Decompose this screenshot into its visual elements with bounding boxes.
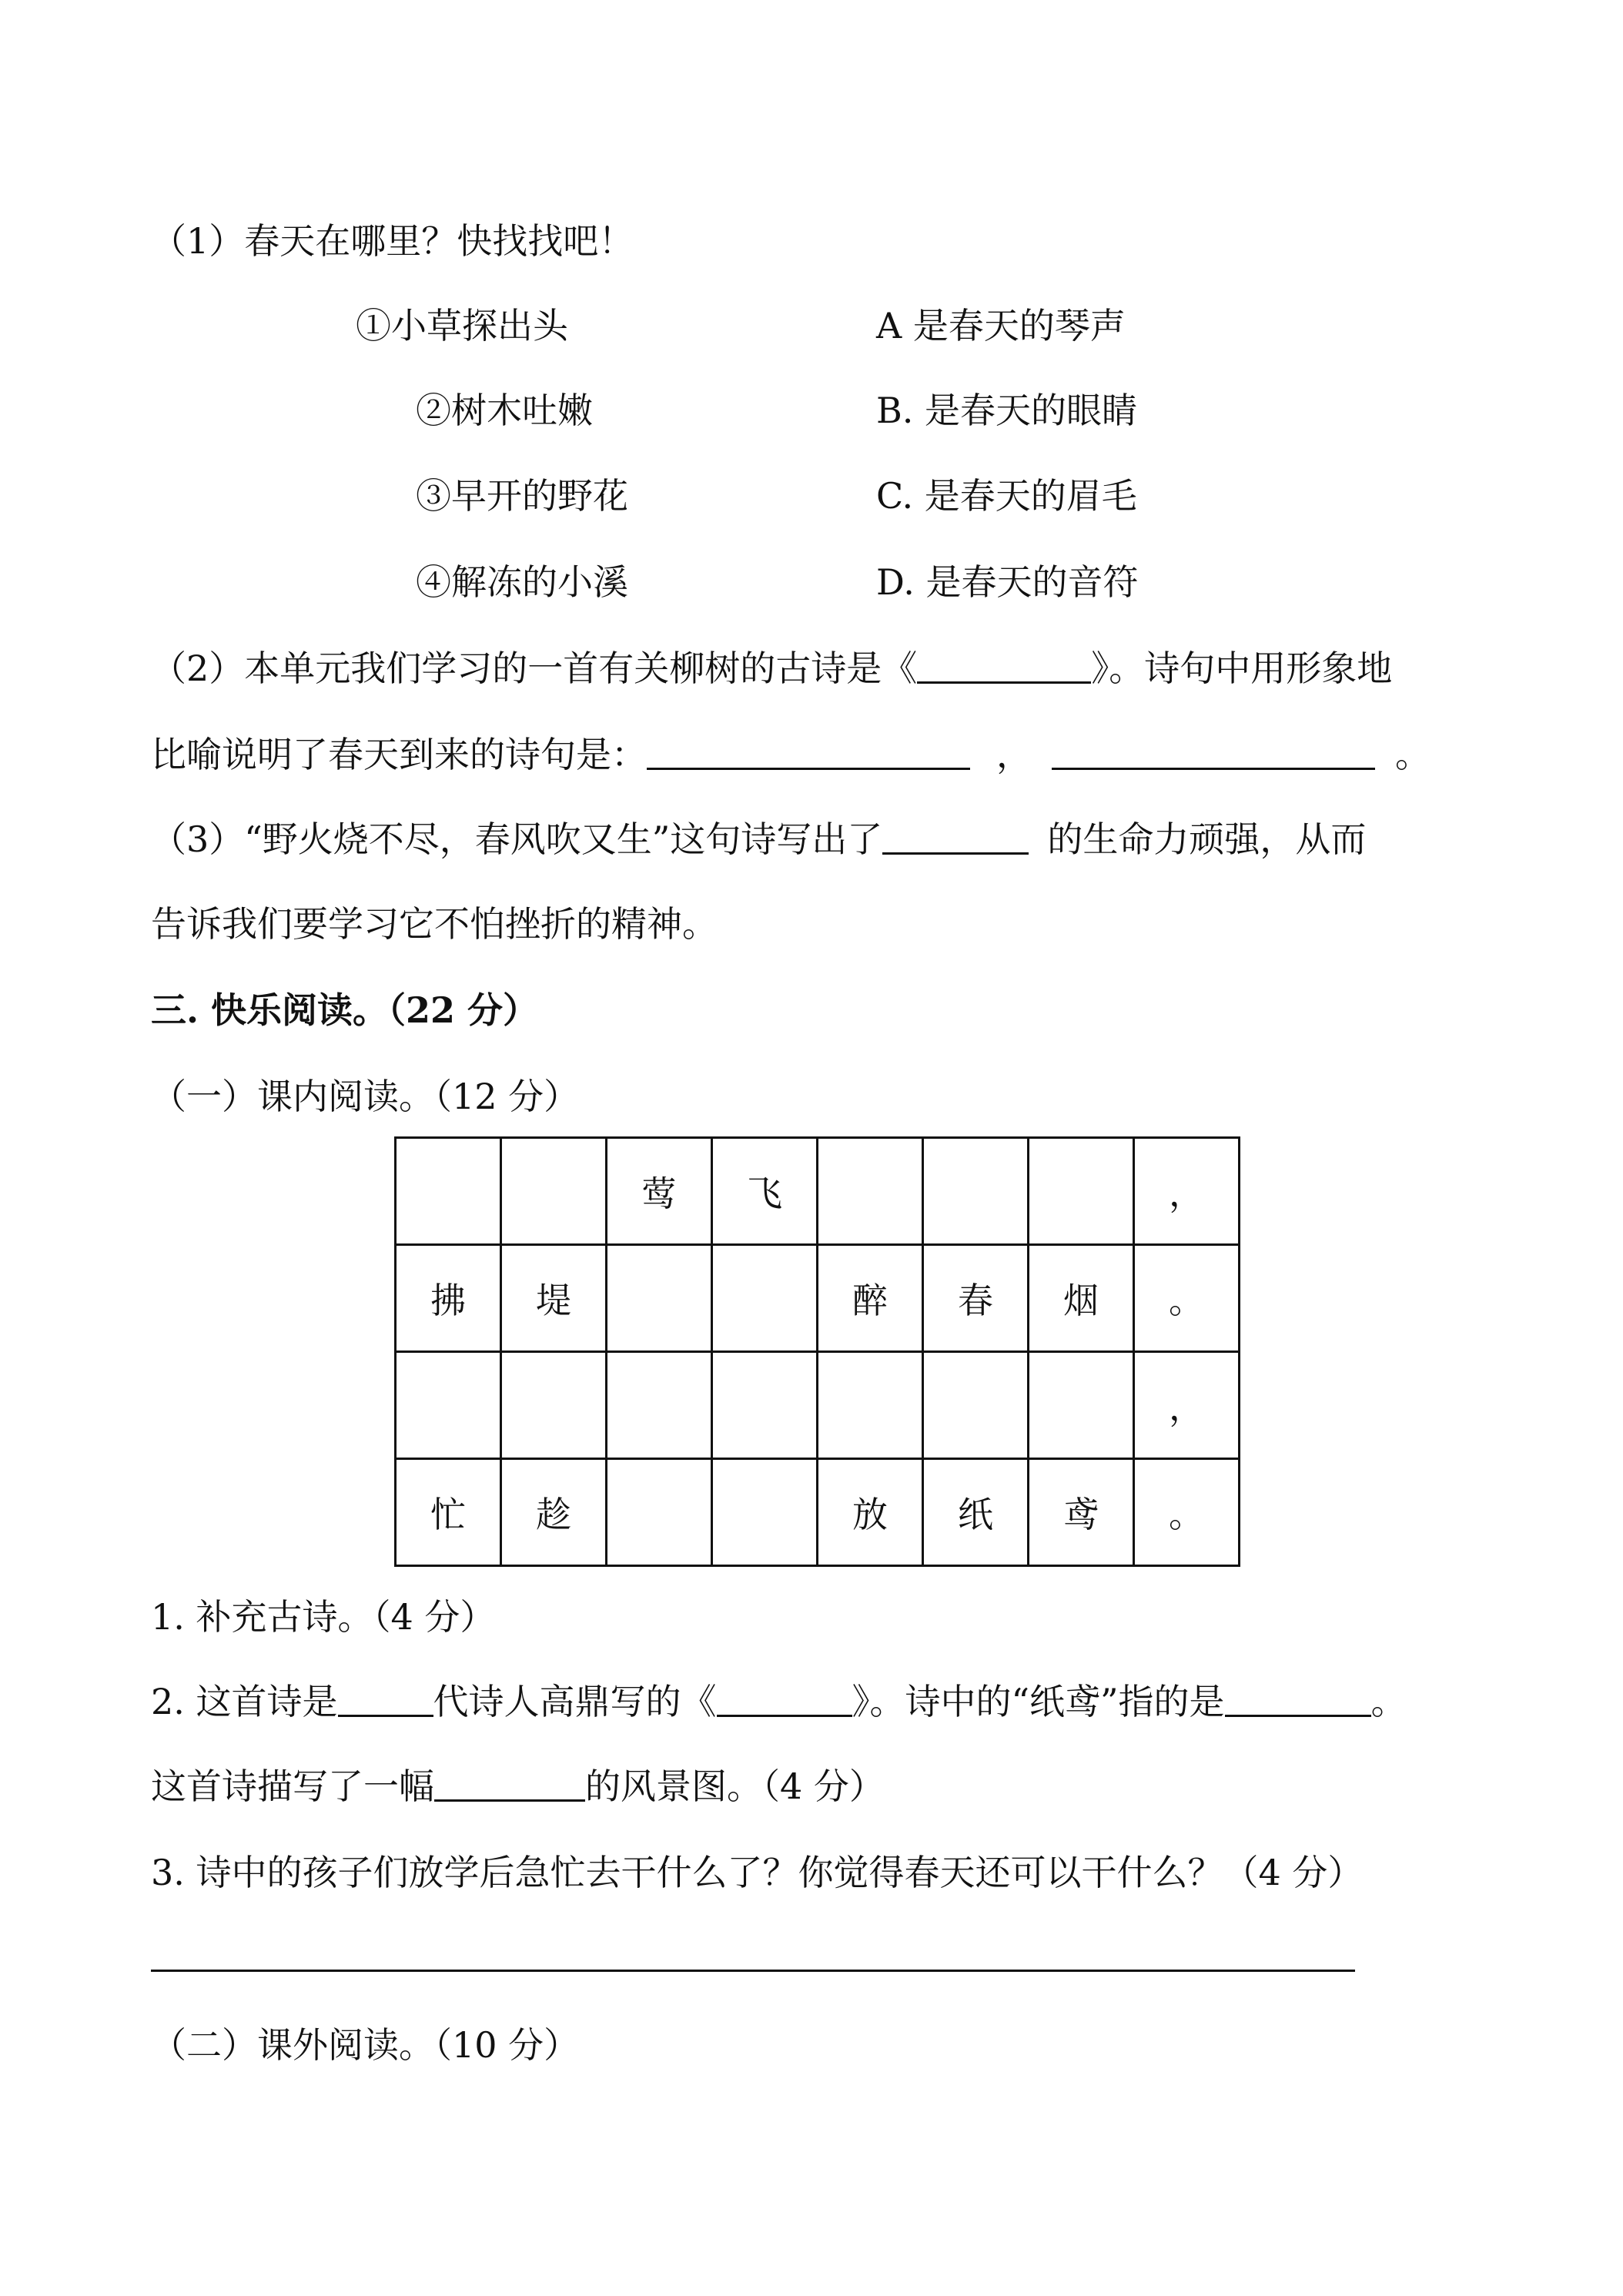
poem-cell[interactable] <box>396 1138 501 1245</box>
verse-blank-2[interactable] <box>1052 734 1375 770</box>
poem-cell: 醉 <box>818 1245 923 1352</box>
zhiyuan-meaning-blank[interactable] <box>1225 1681 1371 1717</box>
match-right-item-b: B. 是春天的眼睛 <box>876 390 1138 431</box>
poem-cell: 烟 <box>1029 1245 1134 1352</box>
question-2-period: 。 <box>1395 734 1431 775</box>
poem-name-blank[interactable] <box>717 1681 852 1717</box>
match-left-item-4: ④解冻的小溪 <box>416 561 628 603</box>
question-3-line-1 <box>151 816 1366 862</box>
poem-grid-row <box>396 1245 1240 1352</box>
poem-cell[interactable] <box>1029 1138 1134 1245</box>
question-2-line-2 <box>151 731 1431 778</box>
question-2-comma: ， <box>996 734 1032 775</box>
poem-cell: ， <box>1134 1138 1240 1245</box>
poem-cell[interactable] <box>396 1352 501 1459</box>
poem-cell: 趁 <box>501 1459 607 1566</box>
task-1: 1. 补充古诗。（4 分） <box>151 1596 496 1638</box>
section-3-subtitle-1: （一）课内阅读。（12 分） <box>151 1076 580 1117</box>
poem-cell: 忙 <box>396 1459 501 1566</box>
poem-cell: 。 <box>1134 1245 1240 1352</box>
match-left-item-2: ②树木吐嫩 <box>416 390 593 431</box>
poem-cell: 纸 <box>923 1459 1029 1566</box>
poem-title-blank[interactable] <box>917 648 1091 684</box>
poem-cell: 拂 <box>396 1245 501 1352</box>
task-2-text-b: 代诗人高鼎写的《 <box>433 1681 717 1722</box>
match-left-item-3: ③早开的野花 <box>416 475 628 517</box>
question-2-text-b: 》。诗句中用形象地 <box>1091 648 1393 689</box>
subject-blank[interactable] <box>882 818 1029 855</box>
poem-cell: 堤 <box>501 1245 607 1352</box>
poem-cell[interactable] <box>712 1352 818 1459</box>
poem-grid-row <box>396 1138 1240 1245</box>
poem-cell[interactable] <box>607 1245 712 1352</box>
question-2-line-1 <box>151 645 1392 691</box>
task-2-line-2 <box>151 1763 885 1809</box>
match-right-item-a: A 是春天的琴声 <box>876 305 1126 346</box>
verse-blank-1[interactable] <box>647 734 970 770</box>
task-2-line-1 <box>151 1678 1407 1725</box>
section-3-subtitle-2: （二）课外阅读。（10 分） <box>151 2024 580 2066</box>
question-1-prompt: （1）春天在哪里？快找找吧！ <box>151 220 634 262</box>
poem-cell[interactable] <box>712 1245 818 1352</box>
answer-line[interactable] <box>151 1970 1355 1972</box>
poem-cell: 莺 <box>607 1138 712 1245</box>
poem-grid-row <box>396 1459 1240 1566</box>
poem-cell[interactable] <box>501 1138 607 1245</box>
question-3-text-a: （3）“野火烧不尽，春风吹又生”这句诗写出了 <box>151 818 883 860</box>
scene-blank[interactable] <box>434 1766 585 1802</box>
poem-grid <box>394 1136 1240 1567</box>
poem-cell: 鸢 <box>1029 1459 1134 1566</box>
poem-grid-row <box>396 1352 1240 1459</box>
poem-cell: 放 <box>818 1459 923 1566</box>
poem-cell[interactable] <box>501 1352 607 1459</box>
poem-cell[interactable] <box>712 1459 818 1566</box>
match-right-item-d: D. 是春天的音符 <box>876 561 1139 603</box>
task-2-text-e: 这首诗描写了一幅 <box>151 1766 434 1807</box>
dynasty-blank[interactable] <box>338 1681 433 1717</box>
task-2-text-f: 的风景图。（4 分） <box>585 1766 885 1807</box>
question-3-text-b: 的生命力顽强，从而 <box>1047 818 1367 860</box>
match-left-item-1: ①小草探出头 <box>356 305 568 346</box>
poem-cell[interactable] <box>923 1138 1029 1245</box>
poem-cell[interactable] <box>818 1138 923 1245</box>
question-3-line-2: 告诉我们要学习它不怕挫折的精神。 <box>151 903 718 945</box>
question-2-text-a: （2）本单元我们学习的一首有关柳树的古诗是《 <box>151 648 918 689</box>
poem-cell: 飞 <box>712 1138 818 1245</box>
match-right-item-c: C. 是春天的眉毛 <box>876 475 1137 517</box>
poem-cell[interactable] <box>607 1459 712 1566</box>
task-2-text-d: 。 <box>1370 1681 1407 1722</box>
task-2-text-a: 2. 这首诗是 <box>151 1681 338 1722</box>
poem-cell[interactable] <box>1029 1352 1134 1459</box>
poem-cell[interactable] <box>818 1352 923 1459</box>
poem-cell[interactable] <box>607 1352 712 1459</box>
section-3-title: 三. 快乐阅读。（22 分） <box>151 989 539 1031</box>
poem-cell: ， <box>1134 1352 1240 1459</box>
task-2-text-c: 》。诗中的“纸鸢”指的是 <box>852 1681 1225 1722</box>
poem-cell: 。 <box>1134 1459 1240 1566</box>
task-3: 3. 诗中的孩子们放学后急忙去干什么了？你觉得春天还可以干什么？（4 分） <box>151 1852 1364 1893</box>
poem-cell[interactable] <box>923 1352 1029 1459</box>
poem-cell: 春 <box>923 1245 1029 1352</box>
question-2-text-c: 比喻说明了春天到来的诗句是： <box>151 734 647 775</box>
